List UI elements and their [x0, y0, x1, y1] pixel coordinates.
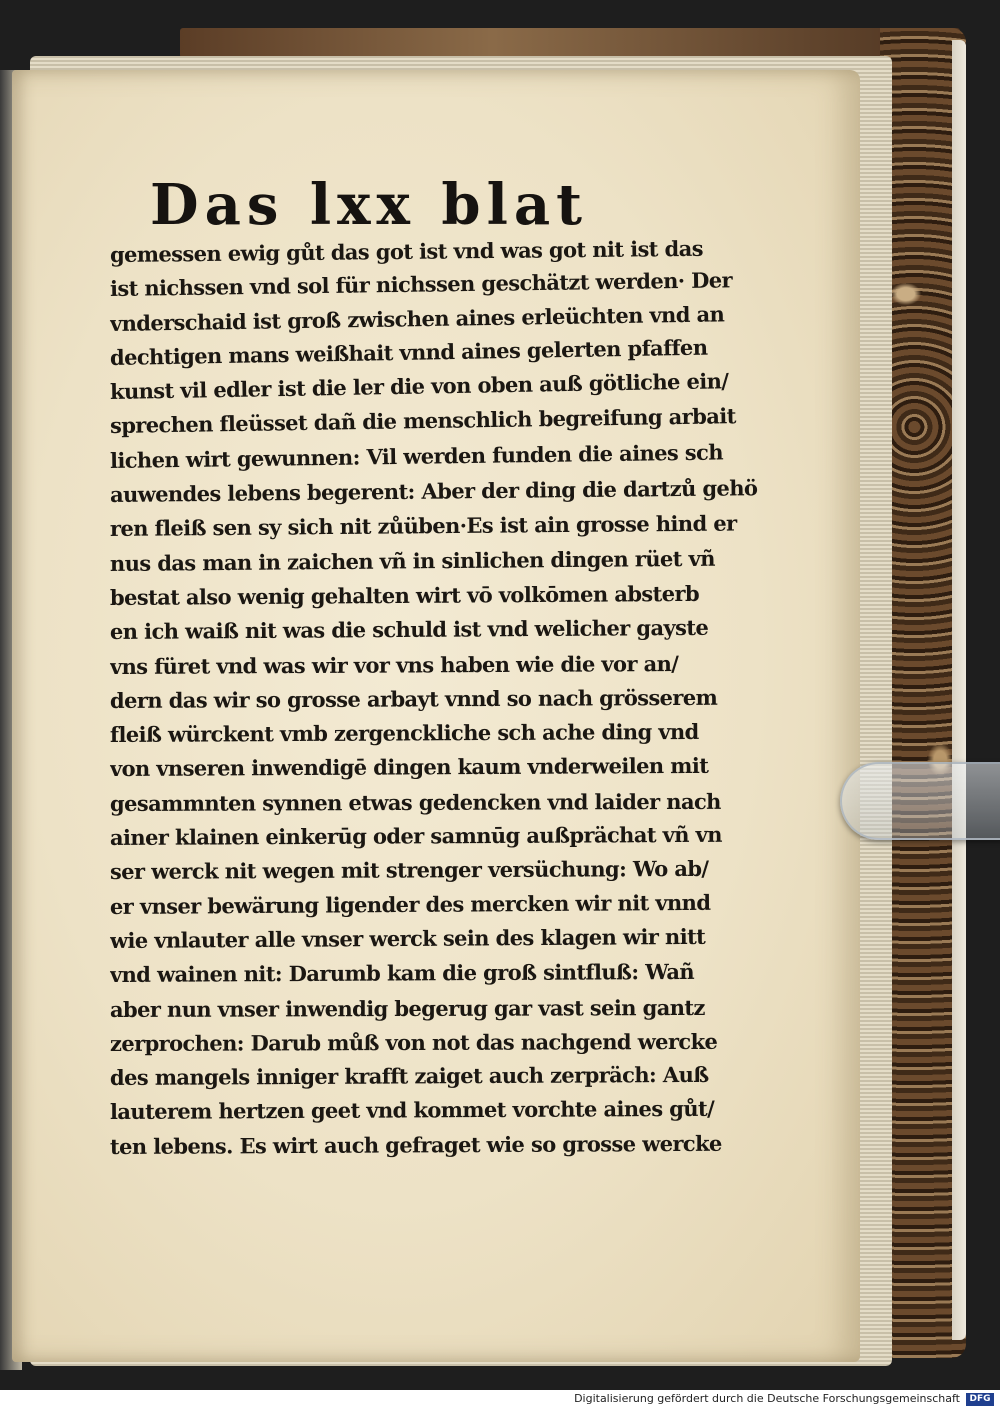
text-line: kunst vil edler ist die ler die von oben auß götliche ein/ — [109, 368, 729, 405]
text-line: ren fleiß sen sy sich nit zůüben·Es ist ain grosse hind er — [109, 510, 737, 542]
text-line: aber nun vnser inwendig begerug gar vast sein gantz — [109, 994, 705, 1022]
page-clip — [840, 762, 1000, 840]
text-line: er vnser bewärung ligender des mercken wir nit vnnd — [109, 889, 711, 919]
book-cover-top — [180, 28, 960, 58]
blackletter-text-block — [109, 235, 770, 1164]
text-line: vnd wainen nit: Darumb kam die groß sintfluß: Wañ — [109, 959, 695, 988]
digitization-credit: Digitalisierung gefördert durch die Deutsche Forschungsgemeinschaft — [574, 1392, 960, 1405]
text-line: gemessen ewig gůt das got ist vnd was got nit ist das — [109, 235, 703, 267]
text-line: dechtigen mans weißhait vnnd aines gelerten pfaffen — [109, 334, 708, 370]
text-line: en ich waiß nit was die schuld ist vnd welicher gayste — [109, 615, 709, 645]
text-line: des mangels inniger krafft zaiget auch zerpräch: Auß — [109, 1061, 709, 1091]
text-line: von vnseren inwendigē dingen kaum vnderweilen mit — [109, 753, 709, 782]
text-line: ser werck nit wegen mit strenger versüchung: Wo ab/ — [109, 856, 709, 885]
text-line: ist nichssen vnd sol für nichssen geschätzt werden· Der — [109, 267, 733, 302]
footer-bar — [0, 1390, 1000, 1410]
text-line: lauterem hertzen geet vnd kommet vorchte aines gůt/ — [109, 1096, 715, 1125]
text-line: vnderschaid ist groß zwischen aines erleüchten vnd an — [109, 300, 725, 336]
cover-edge — [952, 40, 966, 1340]
text-line: fleiß würckent vmb zergenckliche sch ache ding vnd — [109, 719, 699, 748]
text-line: bestat also wenig gehalten wirt vō volkōmen absterb — [109, 580, 700, 610]
text-line: gesammnten synnen etwas gedencken vnd laider nach — [109, 788, 721, 816]
text-line: zerprochen: Darub můß von not das nachgend wercke — [109, 1028, 718, 1056]
text-line: vns füret vnd was wir vor vns haben wie die vor an/ — [109, 650, 679, 679]
text-line: lichen wirt gewunnen: Vil werden funden die aines sch — [109, 439, 724, 473]
text-line: dern das wir so grosse arbayt vnnd so nach grösserem — [109, 684, 718, 713]
text-line: nus das man in zaichen vñ in sinlichen dingen rüet vñ — [109, 545, 715, 576]
text-line: ainer klainen einkerūg oder samnūg außprächat vñ vn — [109, 821, 722, 851]
text-line: auwendes lebens begerent: Aber der ding die dartzů gehö — [109, 475, 758, 508]
folio-header: Das lxx blat — [150, 172, 588, 238]
text-line: wie vnlauter alle vnser werck sein des klagen wir nitt — [109, 923, 706, 953]
dfg-logo: DFG — [966, 1393, 994, 1406]
text-line: ten lebens. Es wirt auch gefraget wie so grosse wercke — [109, 1130, 722, 1159]
text-line: sprechen fleüsset dañ die menschlich begreifung arbait — [109, 403, 736, 439]
